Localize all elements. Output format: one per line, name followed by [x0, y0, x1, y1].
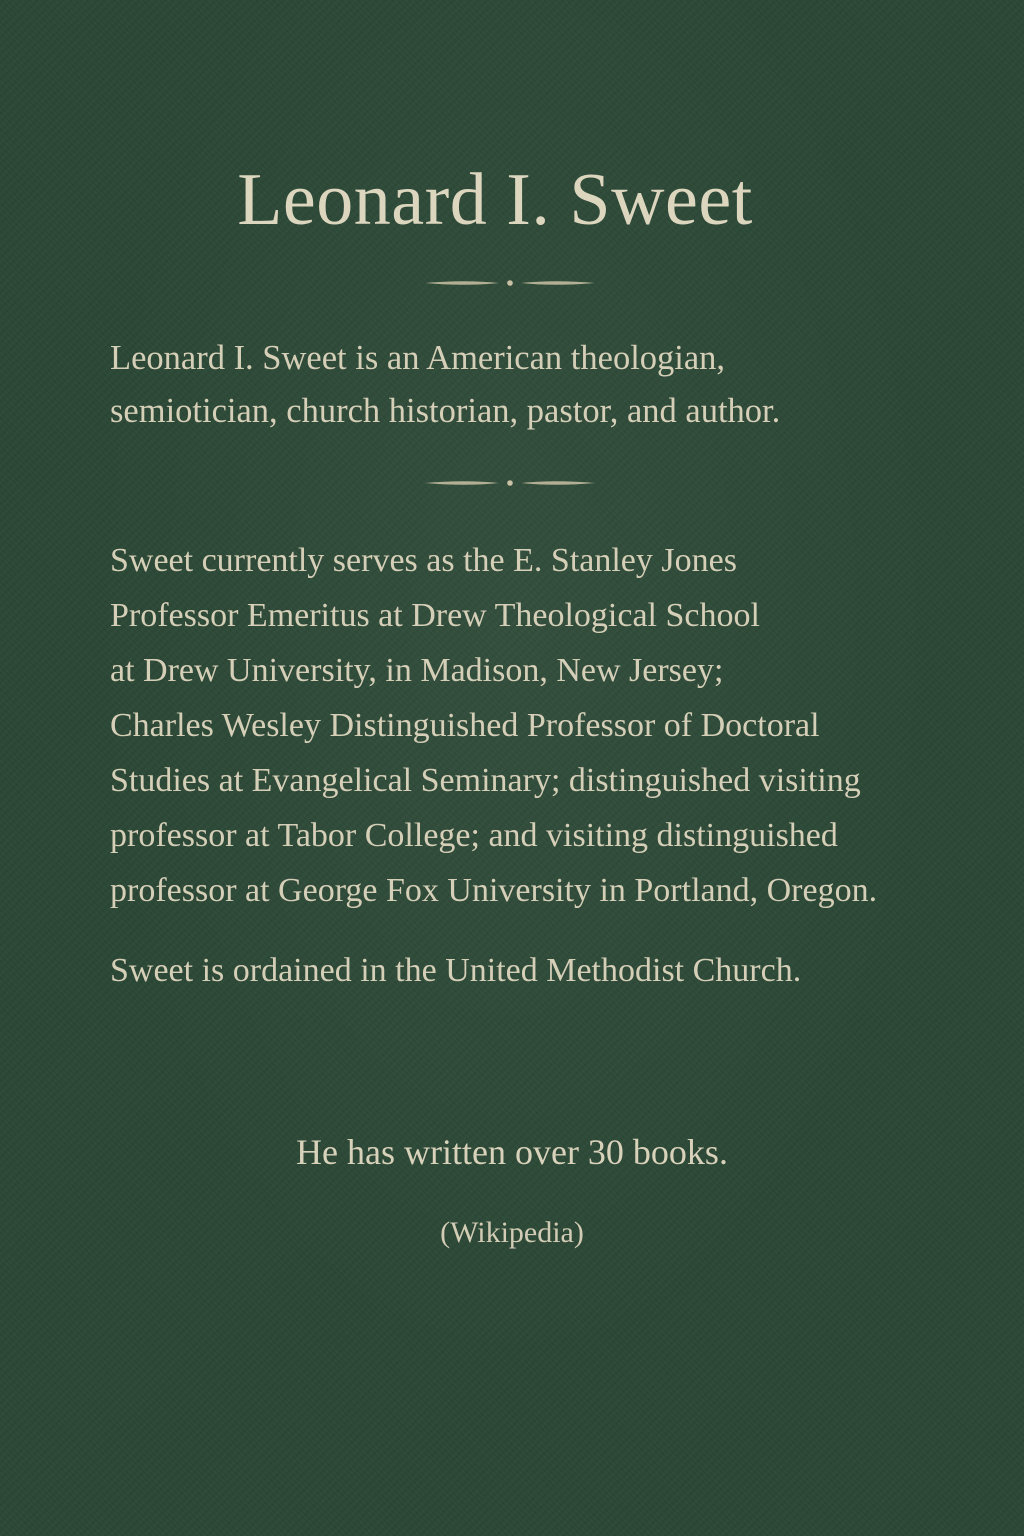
bio-line: Studies at Evangelical Seminary; distinguished visiting [110, 762, 861, 799]
bio-line: professor at Tabor College; and visiting distinguished [110, 817, 838, 854]
intro-line: Leonard I. Sweet is an American theologian, [110, 339, 726, 377]
ornamental-divider-icon [95, 476, 945, 490]
ornamental-divider-icon [95, 276, 945, 290]
bio-line: professor at George Fox University in Portland, Oregon. [110, 872, 878, 909]
intro-paragraph [110, 332, 970, 438]
bio-line: Sweet currently serves as the E. Stanley Jones [110, 542, 737, 579]
ordained-statement: Sweet is ordained in the United Methodist Church. [110, 952, 802, 989]
page-title: Leonard I. Sweet [237, 159, 753, 241]
books-statement: He has written over 30 books. [296, 1132, 728, 1172]
intro-line: semiotician, church historian, pastor, and author. [110, 392, 781, 430]
bio-line: at Drew University, in Madison, New Jersey; [110, 652, 724, 689]
bio-paragraph [110, 533, 970, 918]
bio-line: Charles Wesley Distinguished Professor of Doctoral [110, 707, 820, 744]
source-citation: (Wikipedia) [440, 1216, 584, 1249]
bio-line: Professor Emeritus at Drew Theological School [110, 597, 760, 634]
